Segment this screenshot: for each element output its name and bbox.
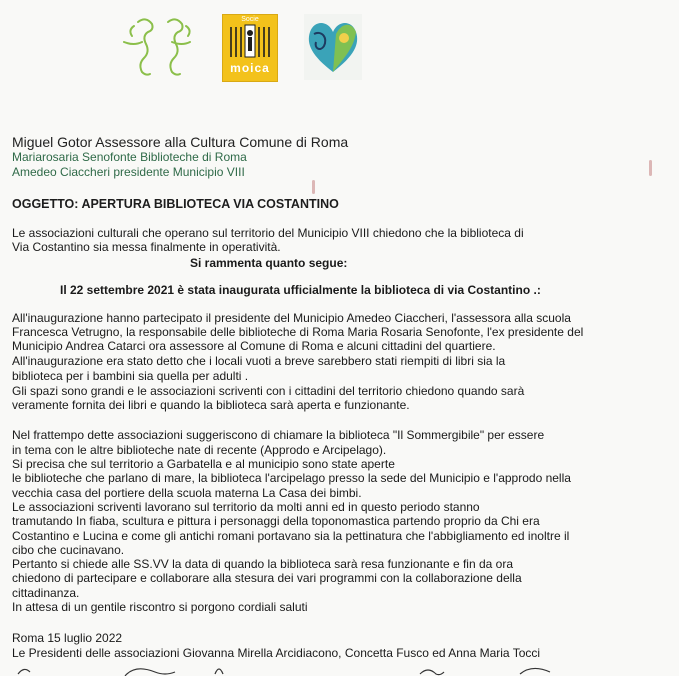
- paragraph-6-line-2: le biblioteche che parlano di mare, la biblioteca l'arcipelago presso la sede del Municipio e l'approdo nella: [12, 471, 571, 485]
- paragraph-6-line-1: Si precisa che sul territorio a Garbatella e al municipio sono state aperte: [12, 457, 395, 471]
- ink-speck: [649, 160, 652, 176]
- paragraph-7-line-3: Costantino e Lucina e come gli antichi romani portavano sia la pettinatura che l'abbigliamento ed inoltre il: [12, 529, 570, 543]
- paragraph-1-line-2: Via Costantino sia messa finalmente in operatività.: [12, 240, 281, 254]
- paragraph-7-line-4: cibo che cucinavano.: [12, 543, 125, 557]
- paragraph-8-line-2: chiedono di partecipare e collaborare alla stesura dei vari programmi con la collaborazione della: [12, 571, 522, 585]
- paragraph-4-line-1: Gli spazi sono grandi e le associazioni scriventi con i cittadini del territorio chiedono quando sarà: [12, 384, 525, 398]
- paragraph-3-line-1: All'inaugurazione era stato detto che i locali vuoti a breve sarebbero stati riempiti di libri sia la: [12, 354, 506, 368]
- paragraph-4-line-2: veramente fornita dei libri e quando la biblioteca sarà aperta e funzionante.: [12, 398, 410, 412]
- paragraph-2-line-1: All'inaugurazione hanno partecipato il presidente del Municipio Amedeo Ciaccheri, l'assessora alla scuola: [12, 311, 571, 325]
- paragraph-2-line-3: Municipio Andrea Catarci ora assessore al Comune di Roma e alcuni cittadini del quartiere.: [12, 339, 496, 353]
- header-line-2: Mariarosaria Senofonte Biblioteche di Roma: [12, 150, 247, 164]
- paragraph-2-line-2: Francesca Vetrugno, la responsabile delle biblioteche di Roma Maria Rosaria Senofonte, l'ex presidente del: [12, 325, 584, 339]
- inauguration-line: Il 22 settembre 2021 è stata inaugurata ufficialmente la biblioteca di via Costantino .:: [60, 283, 541, 297]
- paragraph-1-line-1: Le associazioni culturali che operano sul territorio del Municipio VIII chiedono che la biblioteca di: [12, 226, 524, 240]
- paragraph-8-line-1: Pertanto si chiede alle SS.VV la data di quando la biblioteca sarà resa funzionante e fin da ora: [12, 557, 513, 571]
- moica-logo: [222, 14, 278, 82]
- paragraph-5-line-2: in tema con le altre biblioteche nate di recente (Approdo e Arcipelago).: [12, 443, 387, 457]
- seahorse-logo: [116, 12, 198, 80]
- header-line-3: Amedeo Ciaccheri presidente Municipio VIII: [12, 165, 245, 179]
- logo-bar: [116, 12, 376, 82]
- paragraph-8-line-3: cittadinanza.: [12, 586, 80, 600]
- signatures: [0, 662, 679, 676]
- subject-line: OGGETTO: APERTURA BIBLIOTECA VIA COSTANTINO: [12, 197, 339, 211]
- presidents-line: Le Presidenti delle associazioni Giovanna Mirella Arcidiacono, Concetta Fusco ed Anna Maria Tocci: [12, 646, 541, 660]
- moica-top-text: Socie: [241, 16, 259, 23]
- closing-line: In attesa di un gentile riscontro si porgono cordiali saluti: [12, 600, 308, 614]
- heart-logo: [304, 14, 362, 80]
- recall-heading: Si rammenta quanto segue:: [190, 256, 348, 270]
- moica-main-text: moica: [230, 61, 270, 75]
- paragraph-3-line-2: biblioteca per i bambini sia quella per adulti .: [12, 369, 249, 383]
- paragraph-7-line-1: Le associazioni scriventi lavorano sul territorio da molti anni ed in questo periodo stanno: [12, 500, 480, 514]
- date-line: Roma 15 luglio 2022: [12, 631, 123, 645]
- header-line-1: Miguel Gotor Assessore alla Cultura Comune di Roma: [12, 134, 349, 150]
- paragraph-5-line-1: Nel frattempo dette associazioni suggeriscono di chiamare la biblioteca "Il Sommergibile" per essere: [12, 428, 545, 442]
- ink-speck: [312, 180, 315, 194]
- paragraph-7-line-2: tramutando In fiaba, scultura e pittura i personaggi della toponomastica partendo proprio da Chi era: [12, 514, 540, 528]
- paragraph-6-line-3: vecchia casa del portiere della scuola materna La Casa dei bimbi.: [12, 486, 362, 500]
